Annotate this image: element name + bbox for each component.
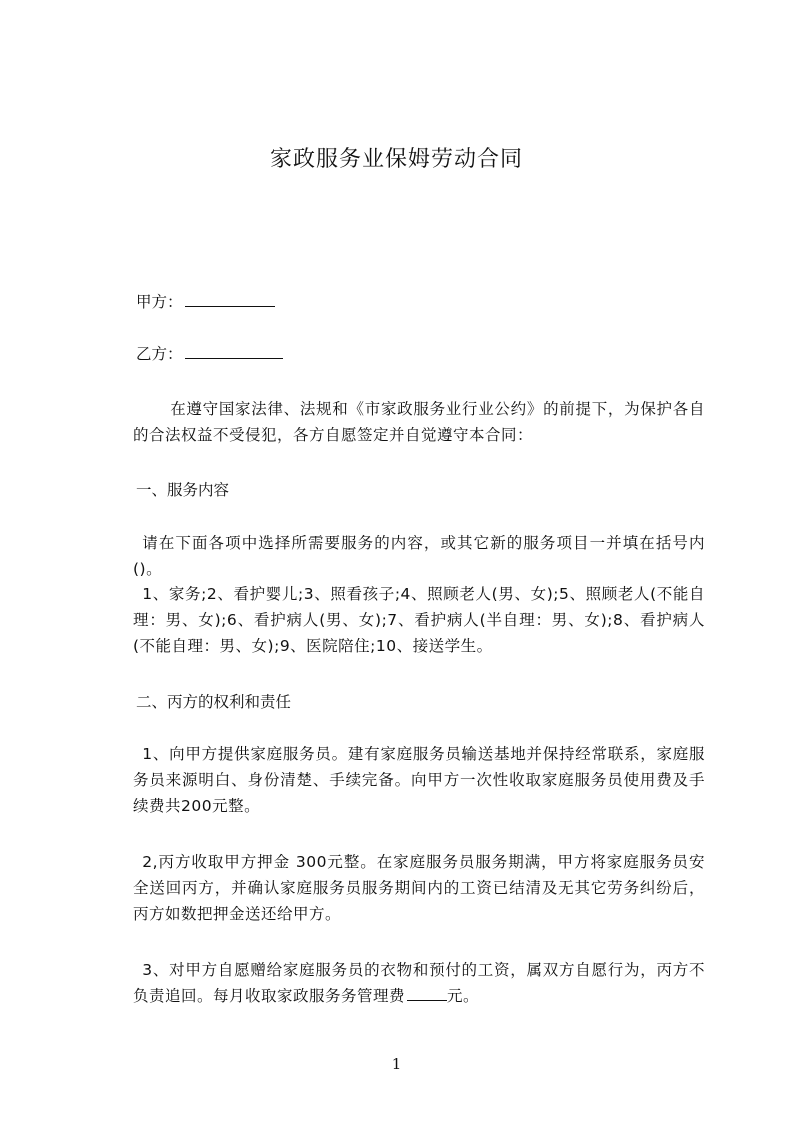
document-title: 家政服务业保姆劳动合同: [269, 147, 523, 172]
party-a-label: 甲方：: [136, 293, 183, 311]
section-1-intro: 请在下面各项中选择所需要服务的内容，或其它新的服务项目一并填在括号内()。: [133, 534, 705, 578]
section-2-item-2: 2,丙方收取甲方押金 300元整。在家庭服务员服务期满，甲方将家庭服务员安全送回丙方，并确认家庭服务员服务期间内的工资已结清及无其它劳务纠纷后，丙方如数把押金送还给甲方。: [133, 853, 705, 923]
party-b-blank: [185, 342, 283, 359]
section-2-item-3-suffix: 元。: [447, 987, 480, 1005]
party-a-blank: [185, 290, 275, 307]
section-1-heading: 一、服务内容: [136, 481, 230, 499]
section-2-item-3: [133, 957, 705, 1009]
section-2-item-3-text: 3、对甲方自愿赠给家庭服务员的衣物和预付的工资，属双方自愿行为，丙方不负责追回。每月收取家政服务务管理费: [133, 961, 705, 1005]
management-fee-blank: [407, 984, 447, 1001]
party-b-line: [136, 341, 283, 367]
section-2-heading: 二、丙方的权利和责任: [136, 693, 292, 711]
party-b-label: 乙方：: [136, 345, 183, 363]
section-2-item-1: 1、向甲方提供家庭服务员。建有家庭服务员输送基地并保持经常联系，家庭服务员来源明白、身份清楚、手续完备。向甲方一次性收取家庭服务员使用费及手续费共200元整。: [133, 745, 705, 815]
page-number: 1: [391, 1055, 402, 1073]
section-1-items: 1、家务;2、看护婴儿;3、照看孩子;4、照顾老人(男、女);5、照顾老人(不能自理：男、女);6、看护病人(男、女);7、看护病人(半自理：男、女);8、看护病人(不能自理：男、女);9、医院陪住;10、接送学生。: [133, 585, 705, 655]
party-a-line: [136, 289, 275, 315]
preamble-paragraph: 在遵守国家法律、法规和《市家政服务业行业公约》的前提下，为保护各自的合法权益不受侵犯，各方自愿签定并自觉遵守本合同：: [133, 400, 705, 444]
